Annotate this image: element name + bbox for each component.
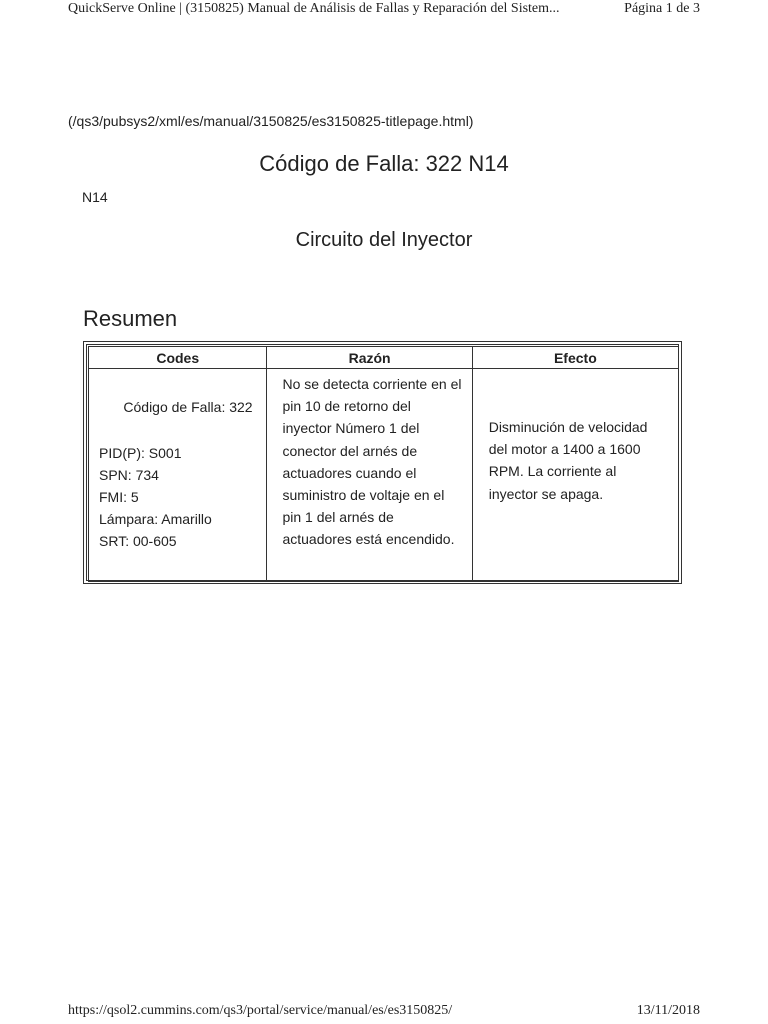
column-header-efecto: Efecto [472, 347, 678, 369]
header-page-number: Página 1 de 3 [624, 1, 700, 16]
lamp-value: Lámpara: Amarillo [99, 511, 212, 527]
spn-value: SPN: 734 [99, 467, 159, 483]
fmi-value: FMI: 5 [99, 489, 139, 505]
footer-url: https://qsol2.cummins.com/qs3/portal/service/manual/es/es3150825/ [68, 1003, 453, 1018]
column-header-codes: Codes [89, 347, 267, 369]
efecto-cell: Disminución de velocidad del motor a 1400 a 1600 RPM. La corriente al inyector se apaga. [472, 369, 678, 582]
summary-table-frame [83, 341, 682, 584]
header-title: QuickServe Online | (3150825) Manual de Análisis de Fallas y Reparación del Sistem... [68, 1, 560, 16]
print-header [0, 0, 768, 20]
table-header-row [89, 347, 679, 369]
page-title: Código de Falla: 322 N14 [259, 151, 509, 176]
column-header-razon: Razón [267, 347, 472, 369]
section-heading: Resumen [83, 306, 178, 331]
page-subtitle: Circuito del Inyector [295, 229, 473, 251]
table-row [89, 369, 679, 582]
footer-date: 13/11/2018 [636, 1003, 700, 1018]
summary-table [88, 346, 679, 582]
engine-code: N14 [82, 189, 108, 205]
srt-value: SRT: 00-605 [99, 533, 177, 549]
fault-code: Código de Falla: 322 [123, 399, 253, 415]
document-path[interactable]: (/qs3/pubsys2/xml/es/manual/3150825/es3150825-titlepage.html) [68, 113, 474, 129]
codes-cell [89, 369, 267, 582]
razon-cell: No se detecta corriente en el pin 10 de retorno del inyector Número 1 del conector del arnés de actuadores cuando el suministro de voltaje en el pin 1 del arnés de actuadores está encendido. [267, 369, 472, 582]
pid-value: PID(P): S001 [99, 445, 182, 461]
